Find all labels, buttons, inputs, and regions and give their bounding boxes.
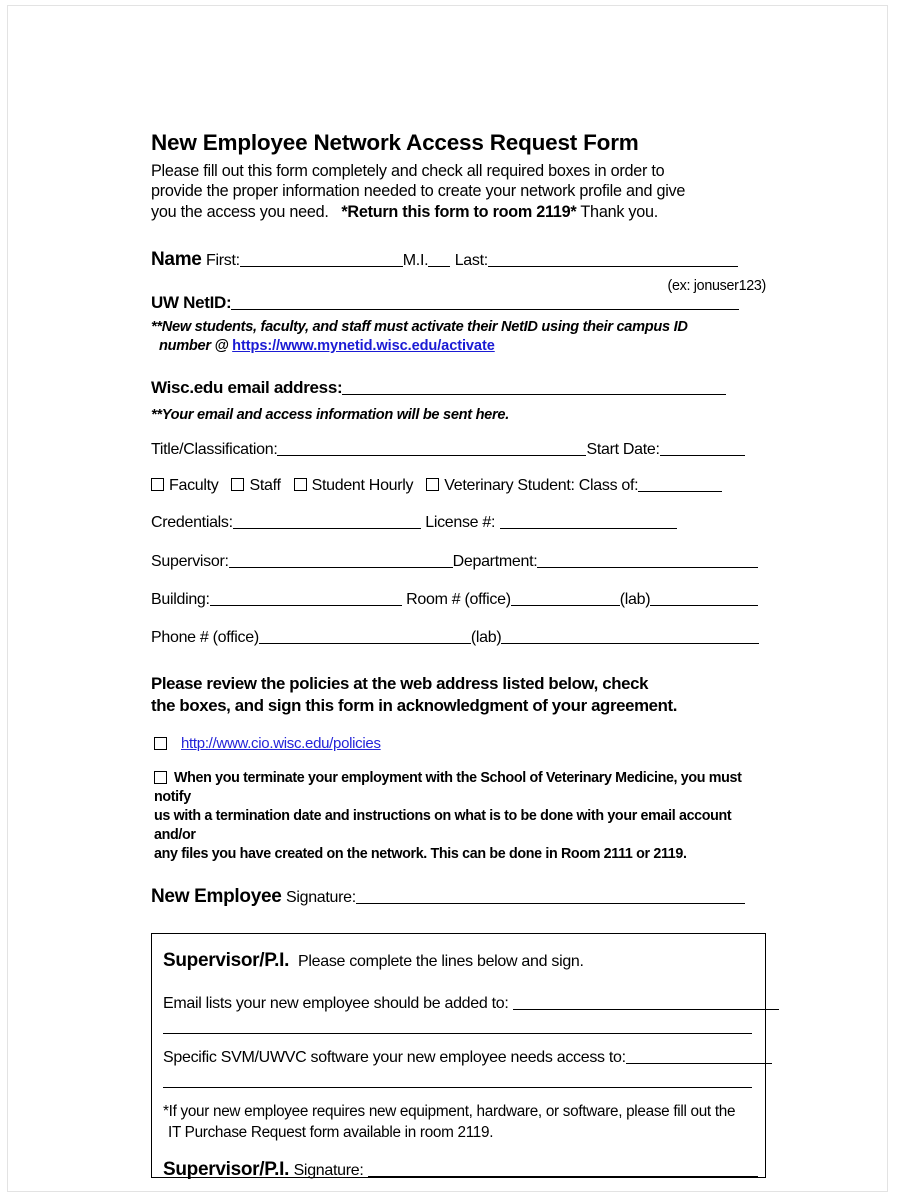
policies-heading-line-2: the boxes, and sign this form in acknowledgment of your agreement. <box>151 695 678 715</box>
supervisor-box-heading-rest: Please complete the lines below and sign. <box>298 953 584 971</box>
supervisor-department-row <box>151 552 766 571</box>
middle-initial-label: M.I. <box>402 252 429 270</box>
intro-paragraph <box>151 161 766 223</box>
netid-note <box>151 318 766 356</box>
checkbox-staff-label: Staff <box>249 477 281 495</box>
email-note: **Your email and access information will be sent here. <box>151 406 509 423</box>
building-label: Building: <box>151 590 210 608</box>
room-office-input[interactable] <box>511 592 620 606</box>
building-input[interactable] <box>210 592 402 606</box>
supervisor-signature-label: Signature: <box>293 1161 364 1179</box>
termination-line-2: us with a termination date and instructions on what is to be done with your email account and/or <box>154 808 732 844</box>
netid-row <box>151 278 766 313</box>
intro-line-3-post: Thank you. <box>580 202 659 221</box>
supervisor-label: Supervisor: <box>151 552 229 570</box>
netid-label: UW NetID: <box>151 293 232 313</box>
title-classification-label: Title/Classification: <box>151 440 278 458</box>
supervisor-signature-row <box>163 1159 752 1182</box>
email-lists-label: Email lists your new employee should be added to: <box>163 995 509 1013</box>
title-classification-row <box>151 440 766 459</box>
return-instruction: *Return this form to room 2119* <box>341 202 577 221</box>
netid-input[interactable] <box>231 296 739 310</box>
checkbox-faculty-label: Faculty <box>169 477 219 495</box>
room-lab-label: (lab) <box>619 590 651 608</box>
department-input[interactable] <box>537 553 758 567</box>
checkbox-faculty[interactable] <box>151 478 164 491</box>
policy-acknowledgment-row <box>151 735 766 753</box>
employee-signature-row <box>151 886 766 909</box>
checkbox-staff[interactable] <box>231 478 244 491</box>
last-name-label: Last: <box>454 252 488 270</box>
email-lists-input-line-2[interactable] <box>163 1019 752 1034</box>
phone-lab-label: (lab) <box>470 628 502 646</box>
last-name-input[interactable] <box>488 253 738 267</box>
employee-signature-label: Signature: <box>285 888 356 906</box>
intro-line-3-pre: you the access you need. <box>151 202 329 221</box>
checkbox-policy-review[interactable] <box>154 737 167 750</box>
employment-status-checkbox-row <box>151 476 766 495</box>
policies-heading <box>151 673 766 717</box>
form-sheet <box>151 131 766 1178</box>
title-classification-input[interactable] <box>277 442 586 456</box>
phone-lab-input[interactable] <box>501 630 759 644</box>
termination-acknowledgment-row <box>151 769 766 865</box>
checkbox-veterinary-student-label: Veterinary Student: Class of: <box>444 477 639 495</box>
checkbox-student-hourly-label: Student Hourly <box>311 477 414 495</box>
supervisor-section-box <box>151 933 766 1178</box>
netid-note-line-2: number @ <box>159 337 229 354</box>
it-purchase-note-line-1: *If your new employee requires new equipment, hardware, or software, please fill out the <box>163 1103 736 1121</box>
netid-example: (ex: jonuser123) <box>667 278 766 295</box>
document-page <box>7 5 888 1192</box>
phone-office-label: Phone # (office) <box>151 628 259 646</box>
email-input[interactable] <box>342 380 726 394</box>
supervisor-signature-input[interactable] <box>368 1163 758 1177</box>
intro-line-2: provide the proper information needed to create your network profile and give <box>151 182 686 201</box>
software-access-row <box>163 1048 752 1067</box>
new-employee-label: New Employee <box>151 885 282 907</box>
intro-line-1: Please fill out this form completely and check all required boxes in order to <box>151 161 665 180</box>
checkbox-veterinary-student[interactable] <box>426 478 439 491</box>
checkbox-student-hourly[interactable] <box>294 478 307 491</box>
supervisor-input[interactable] <box>229 553 453 567</box>
name-label: Name <box>151 249 202 271</box>
termination-line-1: When you terminate your employment with the School of Veterinary Medicine, you must notify <box>154 769 742 805</box>
software-access-label: Specific SVM/UWVC software your new employee needs access to: <box>163 1049 626 1067</box>
cio-policies-link[interactable]: http://www.cio.wisc.edu/policies <box>181 734 381 752</box>
it-purchase-note <box>163 1102 752 1142</box>
employee-signature-input[interactable] <box>356 889 745 903</box>
credentials-input[interactable] <box>233 515 421 529</box>
room-lab-input[interactable] <box>650 592 758 606</box>
department-label: Department: <box>452 552 538 570</box>
middle-initial-input[interactable] <box>428 253 450 267</box>
license-input[interactable] <box>500 515 677 529</box>
checkbox-termination-policy[interactable] <box>154 771 167 784</box>
first-name-input[interactable] <box>240 253 403 267</box>
credentials-row <box>151 513 766 532</box>
first-name-label: First: <box>206 252 240 270</box>
credentials-label: Credentials: <box>151 514 233 532</box>
page-title: New Employee Network Access Request Form <box>151 130 639 155</box>
policies-heading-line-1: Please review the policies at the web address listed below, check <box>151 674 649 694</box>
room-office-label: Room # (office) <box>406 590 511 608</box>
supervisor-box-heading-bold: Supervisor/P.I. <box>163 950 290 972</box>
netid-note-line-1: **New students, faculty, and staff must activate their NetID using their campus ID <box>151 318 688 335</box>
supervisor-box-heading <box>163 950 752 973</box>
software-access-input[interactable] <box>626 1050 772 1064</box>
building-room-row <box>151 590 766 609</box>
supervisor-signature-bold-label: Supervisor/P.I. <box>163 1158 290 1180</box>
email-label: Wisc.edu email address: <box>151 377 343 397</box>
email-lists-input[interactable] <box>513 996 779 1010</box>
phone-office-input[interactable] <box>259 630 471 644</box>
name-row <box>151 249 766 272</box>
class-of-input[interactable] <box>638 478 722 492</box>
email-lists-row <box>163 994 752 1013</box>
mynetid-activate-link[interactable]: https://www.mynetid.wisc.edu/activate <box>232 337 495 354</box>
start-date-input[interactable] <box>660 442 745 456</box>
license-label: License #: <box>425 514 496 532</box>
software-access-input-line-2[interactable] <box>163 1073 752 1088</box>
email-row <box>151 378 766 398</box>
termination-line-3: any files you have created on the network. This can be done in Room 2111 or 2119. <box>154 846 687 863</box>
phone-row <box>151 628 766 647</box>
start-date-label: Start Date: <box>586 440 660 458</box>
it-purchase-note-line-2: IT Purchase Request form available in room 2119. <box>168 1123 494 1141</box>
